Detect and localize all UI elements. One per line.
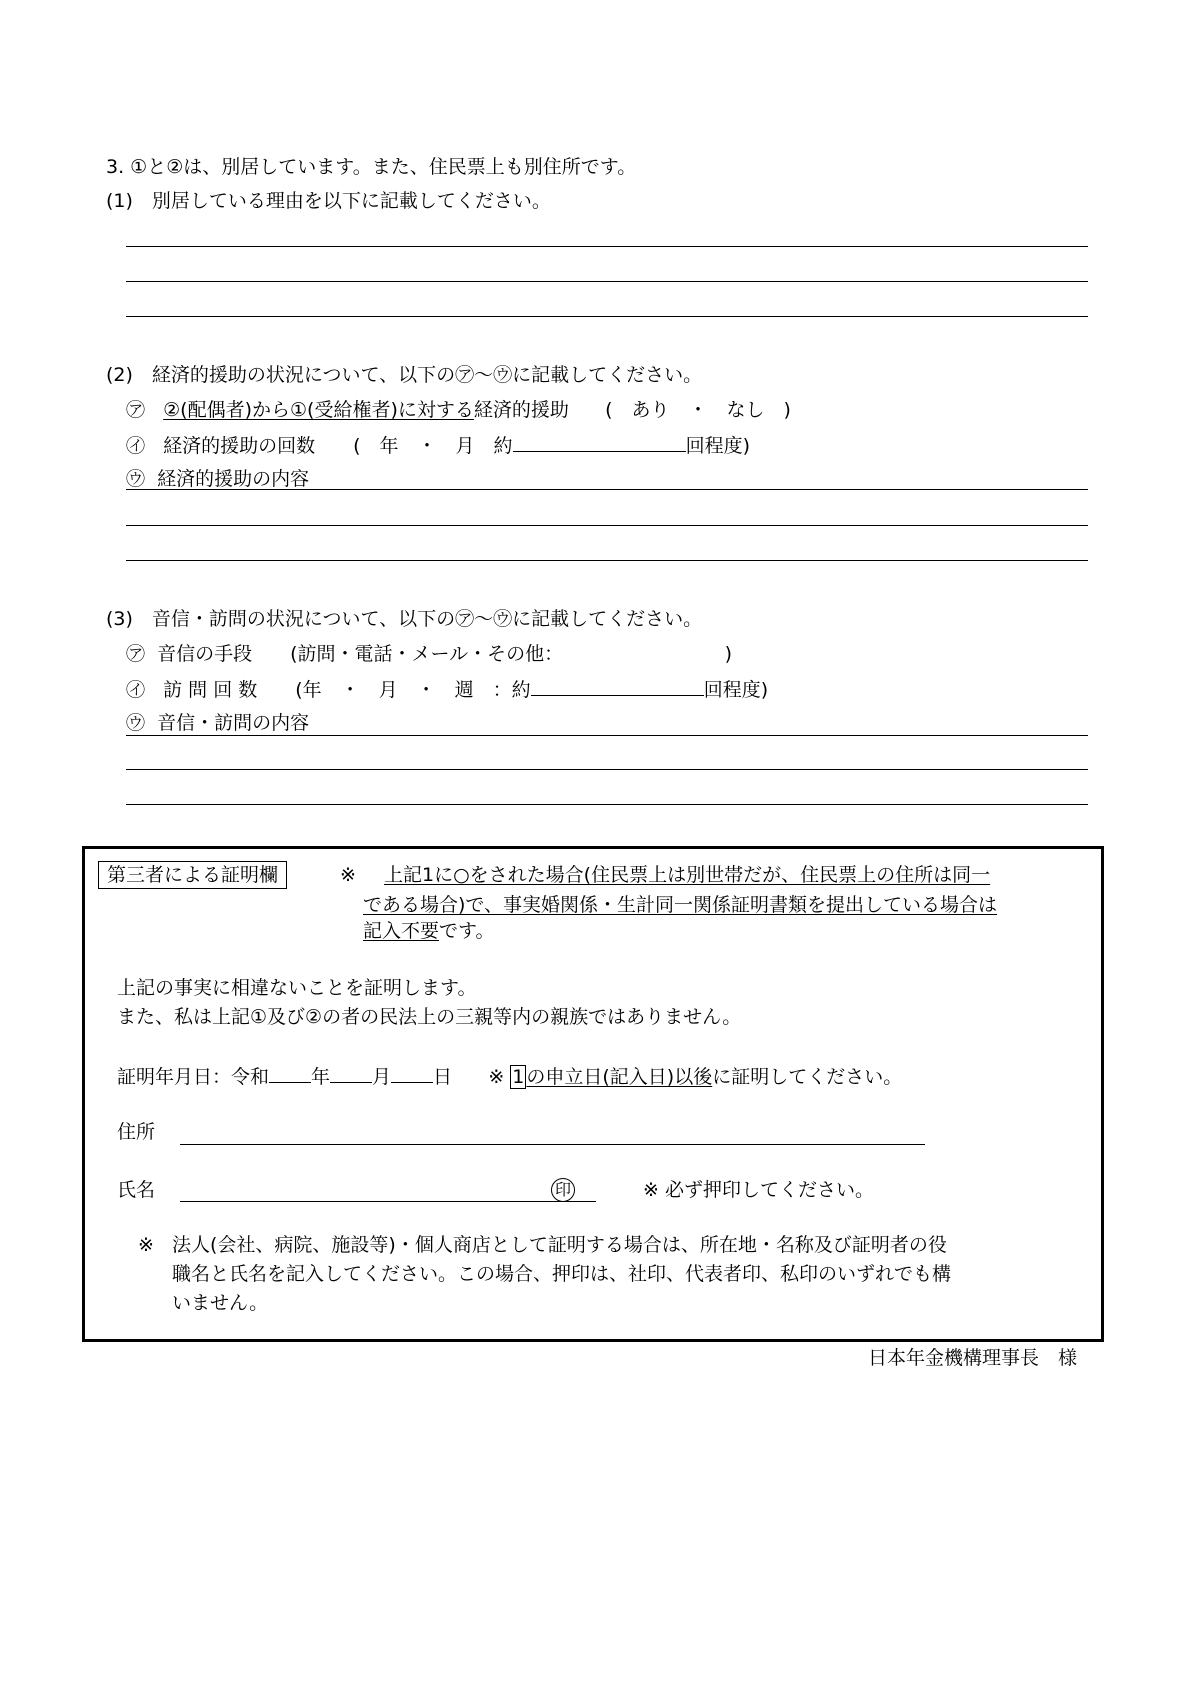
visit-count-field[interactable] <box>531 677 704 696</box>
month-field[interactable] <box>330 1064 372 1083</box>
reason-line-3[interactable] <box>126 316 1088 317</box>
question-2: (2) 経済的援助の状況について、以下の㋐～㋒に記載してください。 <box>106 364 703 386</box>
contact-content-line-1[interactable] <box>126 735 1088 736</box>
note-mark: ※ <box>340 864 356 886</box>
section-heading: 3. ①と②は、別居しています。また、住民票上も別住所です。 <box>106 156 637 178</box>
corp-note-line-3: いません。 <box>172 1292 269 1314</box>
mark-a: ㋐ <box>126 399 146 421</box>
q2-item-a: ㋐ ②(配偶者)から①(受給権者)に対する経済的援助 ( あり ・ なし ) <box>126 399 791 421</box>
support-content-line-2[interactable] <box>126 525 1088 526</box>
q3-item-c: ㋒ 音信・訪問の内容 <box>126 712 310 734</box>
q2-a-underlined: ②(配偶者)から①(受給権者)に対する <box>163 399 474 421</box>
reason-line-1[interactable] <box>126 246 1088 247</box>
day-field[interactable] <box>391 1064 433 1083</box>
statement-1: 上記の事実に相違ないことを証明します。 <box>117 977 477 999</box>
q3-item-b: ㋑ 訪 問 回 数 (年 ・ 月 ・ 週 ：約 回程度) <box>126 679 769 701</box>
support-options[interactable]: ( あり ・ なし ) <box>605 399 791 421</box>
support-content-line-3[interactable] <box>126 560 1088 561</box>
note-line-2: である場合)で、事実婚関係・生計同一関係証明書類を提出している場合は <box>363 894 998 916</box>
address-label: 住所 <box>117 1121 156 1143</box>
support-content-line-1[interactable] <box>126 489 1088 490</box>
contact-content-line-3[interactable] <box>126 804 1088 805</box>
address-field[interactable] <box>180 1144 925 1145</box>
question-1: (1) 別居している理由を以下に記載してください。 <box>106 190 551 212</box>
name-field[interactable] <box>180 1201 596 1202</box>
year-field[interactable] <box>269 1064 311 1083</box>
seal-note: ※ 必ず押印してください。 <box>643 1179 874 1201</box>
q3-item-a: ㋐ 音信の手段 (訪問・電話・メール・その他： ) <box>126 643 733 665</box>
question-3: (3) 音信・訪問の状況について、以下の㋐～㋒に記載してください。 <box>106 608 703 630</box>
statement-2: また、私は上記①及び②の者の民法上の三親等内の親族ではありません。 <box>117 1006 742 1028</box>
corp-note-line-2: 職名と氏名を記入してください。この場合、押印は、社印、代表者印、私印のいずれでも構 <box>172 1263 952 1285</box>
reason-line-2[interactable] <box>126 281 1088 282</box>
q2-item-b: ㋑ 経済的援助の回数 ( 年 ・ 月 約 回程度) <box>126 435 750 457</box>
corp-note-mark: ※ <box>138 1234 154 1256</box>
addressee: 日本年金機構理事長 様 <box>867 1347 1077 1369</box>
certification-date: 証明年月日：令和 年 月 日 ※ 1 の申立日(記入日)以後に証明してください。 <box>117 1066 903 1088</box>
note-line-1: 上記1に○をされた場合(住民票上は別世帯だが、住民票上の住所は同一 <box>384 864 991 886</box>
contact-content-line-2[interactable] <box>126 769 1088 770</box>
note-line-3: 記入不要です。 <box>363 920 495 942</box>
seal-mark: 印 <box>551 1178 575 1202</box>
corp-note-line-1: 法人(会社、病院、施設等)・個人商店として証明する場合は、所在地・名称及び証明者の役 <box>172 1234 947 1256</box>
q2-item-c: ㋒ 経済的援助の内容 <box>126 468 310 490</box>
name-label: 氏名 <box>117 1179 156 1201</box>
support-count-field[interactable] <box>513 433 686 452</box>
certification-label: 第三者による証明欄 <box>98 861 287 889</box>
